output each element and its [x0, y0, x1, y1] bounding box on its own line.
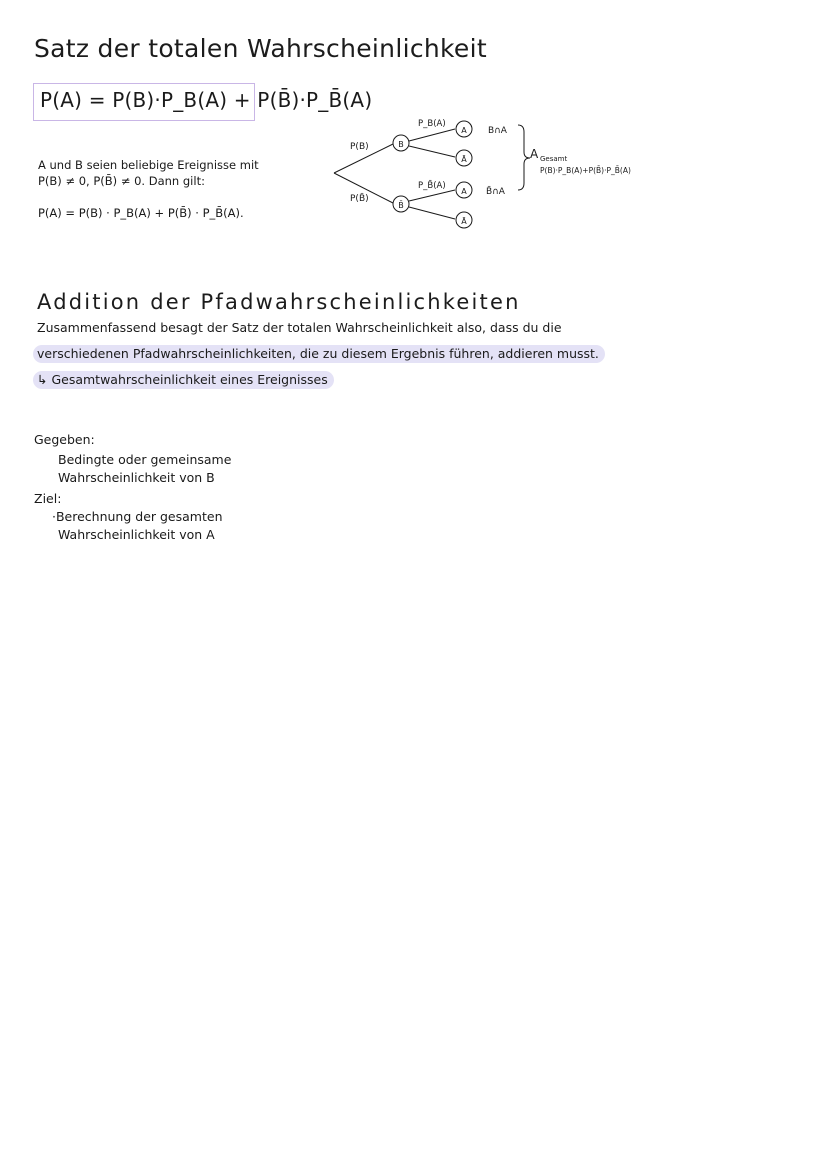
definition-line-2: P(B) ≠ 0, P(B̄) ≠ 0. Dann gilt: — [38, 174, 205, 188]
svg-text:A: A — [461, 187, 467, 196]
tree-result-bbar-and-a: B̄∩A — [486, 187, 505, 197]
probability-tree — [0, 0, 828, 300]
given-line-2: Wahrscheinlichkeit von B — [58, 470, 215, 485]
tree-node-b-bar-label: B̄ — [398, 201, 404, 210]
goal-line-2: Wahrscheinlichkeit von A — [58, 527, 215, 542]
svg-text:Ā: Ā — [461, 155, 467, 164]
tree-label-pb-a: P_B(A) — [418, 119, 446, 129]
section-line-3 — [33, 372, 334, 387]
section-heading: Addition der Pfadwahrscheinlichkeiten — [37, 290, 521, 314]
goal-line-1: ·Berechnung der gesamten — [52, 509, 223, 524]
brace-formula: P(B)·P_B(A)+P(B̄)·P_B̄(A) — [540, 166, 631, 175]
svg-text:A: A — [461, 126, 467, 135]
svg-text:Ā: Ā — [461, 217, 467, 226]
tree-branch-b-abar — [409, 146, 455, 157]
goal-label: Ziel: — [34, 491, 62, 506]
definition-formula: P(A) = P(B) · P_B(A) + P(B̄) · P_B̄(A). — [38, 206, 244, 220]
definition-line-1: A und B seien beliebige Ereignisse mit — [38, 158, 259, 172]
tree-node-b-label: B — [398, 140, 404, 149]
brace-label: A — [530, 147, 539, 161]
tree-branch-b-a — [409, 129, 455, 141]
given-label: Gegeben: — [34, 432, 95, 447]
brace-sub: Gesamt — [540, 155, 568, 163]
main-formula: P(A) = P(B)·P_B(A) + P(B̄)·P_B̄(A) — [40, 88, 373, 112]
highlighted-text-1: verschiedenen Pfadwahrscheinlichkeiten, die zu diesem Ergebnis führen, addieren musst. — [33, 345, 605, 363]
section-line-2 — [33, 346, 605, 361]
page-title: Satz der totalen Wahrscheinlichkeit — [34, 34, 487, 63]
tree-brace — [518, 125, 530, 190]
given-line-1: Bedingte oder gemeinsame — [58, 452, 232, 467]
tree-label-pbbar-a: P_B̄(A) — [418, 181, 446, 191]
tree-result-b-and-a: B∩A — [488, 126, 507, 136]
tree-branch-bbar-a — [409, 190, 455, 201]
tree-branch-bbar-abar — [409, 207, 455, 219]
section-line-1: Zusammenfassend besagt der Satz der totalen Wahrscheinlichkeit also, dass du die — [37, 320, 562, 335]
tree-label-pb: P(B) — [350, 142, 369, 152]
highlighted-text-2: ↳ Gesamtwahrscheinlichkeit eines Ereignisses — [33, 371, 334, 389]
tree-label-pbbar: P(B̄) — [350, 194, 369, 204]
